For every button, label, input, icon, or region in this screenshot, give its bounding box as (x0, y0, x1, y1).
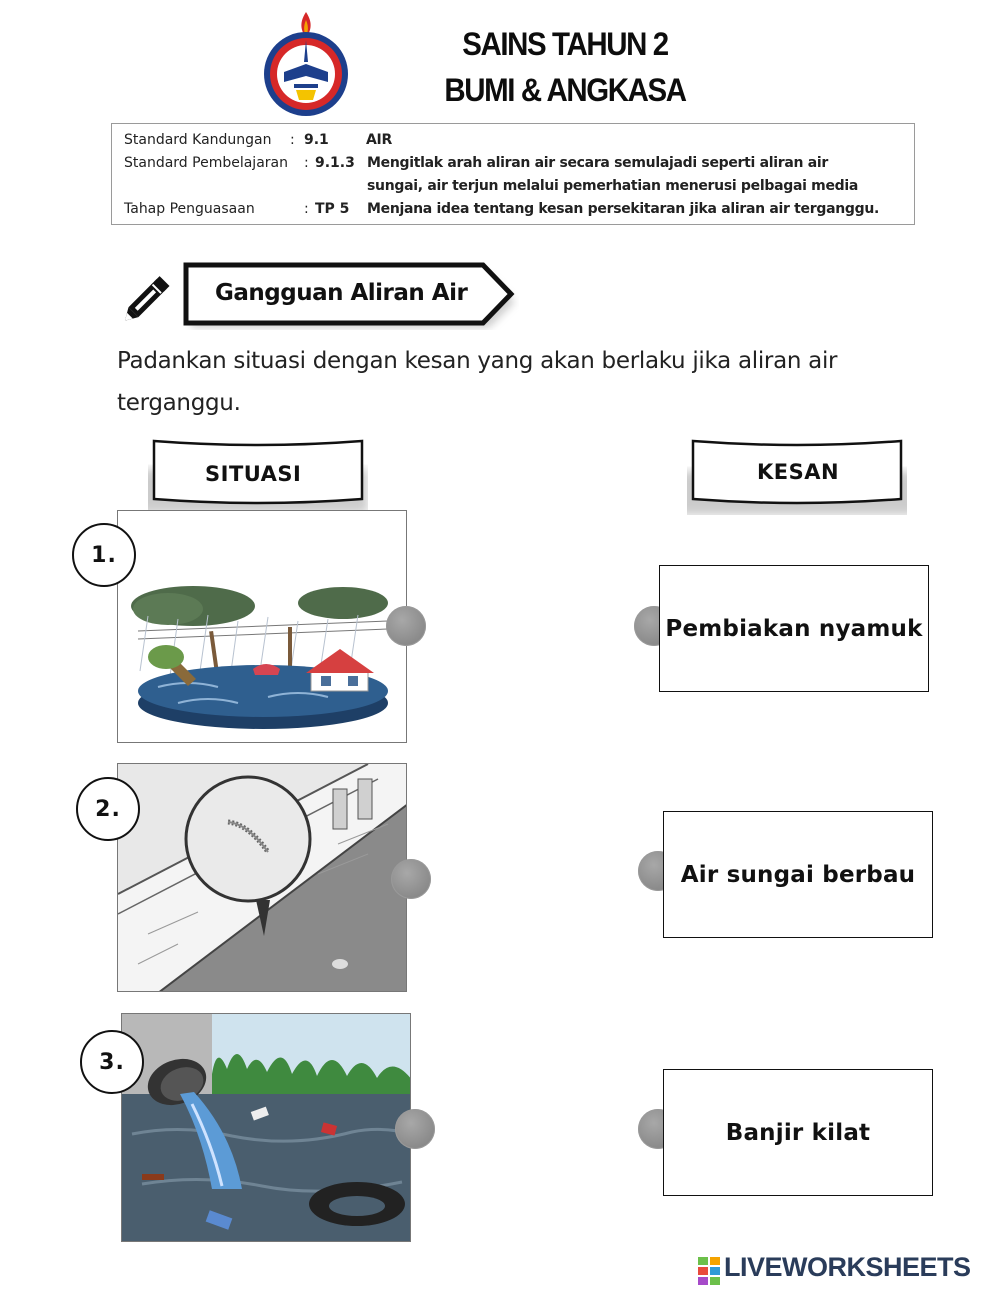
polluted-river-illustration (122, 1014, 411, 1242)
std-separator: : (290, 132, 295, 148)
kesan-header: KESAN (757, 460, 840, 484)
tahap-penguasaan-row (124, 201, 880, 217)
std-code: TP 5 (315, 201, 350, 217)
std-separator: : (304, 201, 309, 217)
standard-kandungan-row (124, 132, 392, 148)
match-dot-situation-3[interactable] (395, 1109, 435, 1149)
flood-illustration (118, 511, 407, 743)
situation-image-3 (121, 1013, 411, 1242)
topic-title: Gangguan Aliran Air (215, 280, 468, 306)
std-separator: : (304, 155, 309, 171)
instruction-line: Padankan situasi dengan kesan yang akan berlaku jika aliran air (117, 348, 838, 374)
effect-box-2: Air sungai berbau (663, 811, 933, 938)
std-label: Standard Kandungan (124, 132, 272, 148)
school-crest-logo (258, 10, 354, 118)
liveworksheets-logo-icon (698, 1257, 722, 1285)
effect-box-1: Pembiakan nyamuk (659, 565, 929, 692)
situasi-header: SITUASI (205, 462, 302, 486)
situation-number-3: 3. (80, 1030, 144, 1094)
situation-image-2 (117, 763, 407, 992)
match-dot-situation-2[interactable] (391, 859, 431, 899)
instruction-text (117, 340, 917, 424)
std-text: Mengitlak arah aliran air secara semulajadi seperti aliran air (367, 155, 829, 171)
situation-number-2: 2. (76, 777, 140, 841)
std-label: Standard Pembelajaran (124, 155, 288, 171)
std-label: Tahap Penguasaan (124, 201, 255, 217)
standard-pembelajaran-row (124, 155, 829, 171)
std-text: AIR (366, 132, 392, 148)
drain-larvae-illustration (118, 764, 407, 992)
std-text: Menjana idea tentang kesan persekitaran jika aliran air terganggu. (367, 201, 880, 217)
effect-box-3: Banjir kilat (663, 1069, 933, 1196)
std-text: sungai, air terjun melalui pemerhatian menerusi pelbagai media (367, 178, 859, 194)
match-dot-situation-1[interactable] (386, 606, 426, 646)
instruction-line: terganggu. (117, 390, 241, 416)
situation-number-1: 1. (72, 523, 136, 587)
pencil-icon (120, 270, 178, 326)
worksheet-title: SAINS TAHUN 2 (462, 26, 668, 62)
situation-image-1 (117, 510, 407, 743)
std-code: 9.1 (304, 132, 329, 148)
standards-box (111, 123, 915, 225)
std-code: 9.1.3 (315, 155, 355, 171)
liveworksheets-brand: LIVEWORKSHEETS (724, 1252, 971, 1282)
worksheet-subtitle: BUMI & ANGKASA (444, 72, 686, 108)
